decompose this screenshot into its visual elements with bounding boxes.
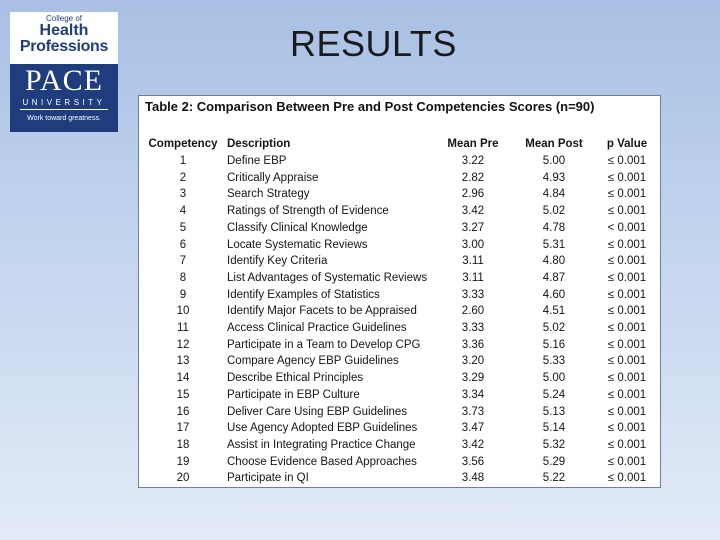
cell-competency: 16	[176, 405, 190, 418]
cell-mean-pre: 3.22	[461, 155, 485, 167]
table-row	[139, 237, 662, 254]
cell-mean-pre: 3.56	[461, 455, 485, 468]
cell-competency: 20	[176, 472, 190, 485]
cell-p-value: ≤ 0.001	[607, 355, 647, 368]
cell-description: Participate in a Team to Develop CPG	[227, 338, 421, 351]
cell-mean-post: 4.93	[542, 171, 566, 184]
cell-mean-pre: 3.29	[461, 372, 485, 385]
header-competency: Competency	[148, 138, 218, 150]
cell-competency: 2	[179, 171, 187, 184]
cell-mean-post: 5.02	[542, 322, 566, 334]
cell-description: Classify Clinical Knowledge	[227, 221, 368, 234]
header-mean-pre: Mean Pre	[447, 138, 499, 150]
cell-mean-post: 5.22	[542, 472, 566, 485]
table-row	[139, 320, 662, 337]
cell-description: Critically Appraise	[227, 171, 319, 184]
table-row	[139, 303, 662, 320]
cell-p-value: ≤ 0.001	[607, 338, 647, 351]
table-header-row	[139, 136, 662, 153]
cell-competency: 14	[176, 372, 190, 385]
cell-competency: 1	[179, 155, 187, 167]
cell-competency: 4	[179, 205, 187, 218]
cell-p-value: ≤ 0.001	[607, 372, 647, 385]
cell-mean-pre: 3.47	[461, 422, 485, 435]
cell-p-value: < 0.001	[607, 221, 647, 234]
cell-description: Choose Evidence Based Approaches	[227, 455, 417, 468]
cell-description: Describe Ethical Principles	[227, 372, 364, 385]
cell-mean-pre: 3.73	[461, 405, 485, 418]
cell-mean-post: 5.00	[542, 372, 566, 385]
cell-description: Assist in Integrating Practice Change	[227, 438, 416, 451]
cell-description: Ratings of Strength of Evidence	[227, 205, 389, 218]
cell-description: Identify Examples of Statistics	[227, 288, 380, 301]
cell-p-value: ≤ 0.001	[607, 238, 647, 251]
cell-competency: 18	[176, 438, 190, 451]
header-description: Description	[227, 138, 291, 150]
cell-mean-post: 5.16	[542, 338, 566, 351]
table-row	[139, 437, 662, 454]
cell-mean-pre: 3.27	[461, 221, 485, 234]
cell-competency: 8	[179, 271, 187, 284]
table-row	[139, 470, 662, 487]
cell-competency: 12	[176, 338, 190, 351]
cell-p-value: ≤ 0.001	[607, 171, 647, 184]
cell-mean-post: 4.78	[542, 221, 566, 234]
cell-mean-post: 4.87	[542, 271, 566, 284]
table-row	[139, 420, 662, 437]
cell-mean-post: 5.00	[542, 155, 566, 167]
cell-mean-post: 4.51	[542, 305, 566, 318]
logo-pace-text: PACE	[25, 64, 103, 97]
cell-p-value: ≤ 0.001	[607, 422, 647, 435]
cell-p-value: ≤ 0.001	[607, 155, 647, 167]
cell-mean-post: 4.84	[542, 188, 566, 201]
cell-mean-pre: 2.60	[461, 305, 485, 318]
cell-description: Use Agency Adopted EBP Guidelines	[227, 422, 418, 435]
table-row	[139, 203, 662, 220]
cell-mean-pre: 3.33	[461, 322, 485, 334]
cell-mean-post: 5.33	[542, 355, 566, 368]
table-row	[139, 186, 662, 203]
cell-p-value: ≤ 0.001	[607, 472, 647, 485]
cell-description: Participate in EBP Culture	[227, 388, 360, 401]
cell-p-value: ≤ 0.001	[607, 305, 647, 318]
cell-mean-post: 5.14	[542, 422, 566, 435]
cell-p-value: ≤ 0.001	[607, 455, 647, 468]
cell-mean-post: 4.80	[542, 255, 566, 268]
cell-competency: 5	[179, 221, 187, 234]
cell-p-value: ≤ 0.001	[607, 405, 647, 418]
cell-description: Deliver Care Using EBP Guidelines	[227, 405, 408, 418]
cell-mean-pre: 3.33	[461, 288, 485, 301]
cell-competency: 9	[179, 288, 187, 301]
cell-mean-pre: 3.34	[461, 388, 485, 401]
table-row	[139, 270, 662, 287]
logo-health-text: Health	[39, 22, 89, 39]
cell-mean-pre: 3.48	[461, 472, 485, 485]
cell-competency: 13	[176, 355, 190, 368]
cell-p-value: ≤ 0.001	[607, 271, 647, 284]
cell-p-value: ≤ 0.001	[607, 438, 647, 451]
cell-competency: 19	[176, 455, 190, 468]
table-row	[139, 287, 662, 304]
cell-mean-pre: 3.20	[461, 355, 485, 368]
cell-description: Identify Major Facets to be Appraised	[227, 305, 417, 318]
cell-p-value: ≤ 0.001	[607, 255, 647, 268]
cell-mean-pre: 3.42	[461, 205, 485, 218]
cell-mean-pre: 3.11	[462, 271, 484, 284]
cell-competency: 17	[176, 422, 190, 435]
cell-mean-pre: 3.36	[461, 338, 485, 351]
cell-mean-pre: 2.96	[461, 188, 485, 201]
table-caption: Table 2: Comparison Between Pre and Post Competencies Scores (n=90)	[145, 99, 595, 114]
table-row	[139, 170, 662, 187]
cell-description: Identify Key Criteria	[227, 255, 328, 268]
table-row	[139, 370, 662, 387]
cell-mean-pre: 3.00	[461, 238, 485, 251]
cell-mean-pre: 3.11	[462, 255, 484, 268]
cell-p-value: ≤ 0.001	[607, 288, 647, 301]
table-row	[139, 220, 662, 237]
table-row	[139, 454, 662, 471]
results-table	[138, 95, 661, 488]
cell-description: Search Strategy	[227, 188, 310, 201]
logo-college-text: College of	[45, 14, 83, 23]
cell-competency: 6	[179, 238, 187, 251]
cell-mean-post: 5.31	[542, 238, 566, 251]
cell-description: Access Clinical Practice Guidelines	[227, 322, 407, 334]
table-row	[139, 153, 662, 170]
logo-pace-block	[10, 64, 118, 132]
table-row	[139, 253, 662, 270]
table-row	[139, 337, 662, 354]
cell-mean-pre: 2.82	[461, 171, 485, 184]
table-row	[139, 387, 662, 404]
logo-tagline: Work toward greatness.	[27, 115, 101, 122]
cell-mean-pre: 3.42	[461, 438, 485, 451]
cell-description: Define EBP	[227, 155, 287, 167]
cell-p-value: ≤ 0.001	[607, 188, 647, 201]
cell-description: Locate Systematic Reviews	[227, 238, 368, 251]
cell-mean-post: 5.32	[542, 438, 566, 451]
header-p-value: p Value	[606, 138, 648, 150]
cell-mean-post: 5.24	[542, 388, 566, 401]
cell-competency: 7	[179, 255, 187, 268]
cell-description: Participate in QI	[227, 472, 309, 485]
logo-professions-text: Professions	[19, 38, 109, 55]
cell-description: Compare Agency EBP Guidelines	[227, 355, 399, 368]
cell-mean-post: 4.60	[542, 288, 566, 301]
table-row	[139, 404, 662, 421]
cell-competency: 15	[176, 388, 190, 401]
header-mean-post: Mean Post	[525, 138, 583, 150]
cell-mean-post: 5.02	[542, 205, 566, 218]
cell-competency: 11	[177, 322, 189, 334]
cell-competency: 3	[179, 188, 187, 201]
cell-p-value: ≤ 0.001	[607, 205, 647, 218]
logo-divider	[20, 109, 108, 110]
logo-university-text: UNIVERSITY	[22, 98, 106, 107]
table-row	[139, 353, 662, 370]
cell-mean-post: 5.13	[542, 405, 566, 418]
cell-p-value: ≤ 0.001	[607, 322, 647, 334]
college-logo	[10, 12, 118, 132]
cell-competency: 10	[176, 305, 190, 318]
cell-description: List Advantages of Systematic Reviews	[227, 271, 428, 284]
cell-mean-post: 5.29	[542, 455, 566, 468]
cell-p-value: ≤ 0.001	[607, 388, 647, 401]
slide-title: RESULTS	[290, 23, 457, 64]
